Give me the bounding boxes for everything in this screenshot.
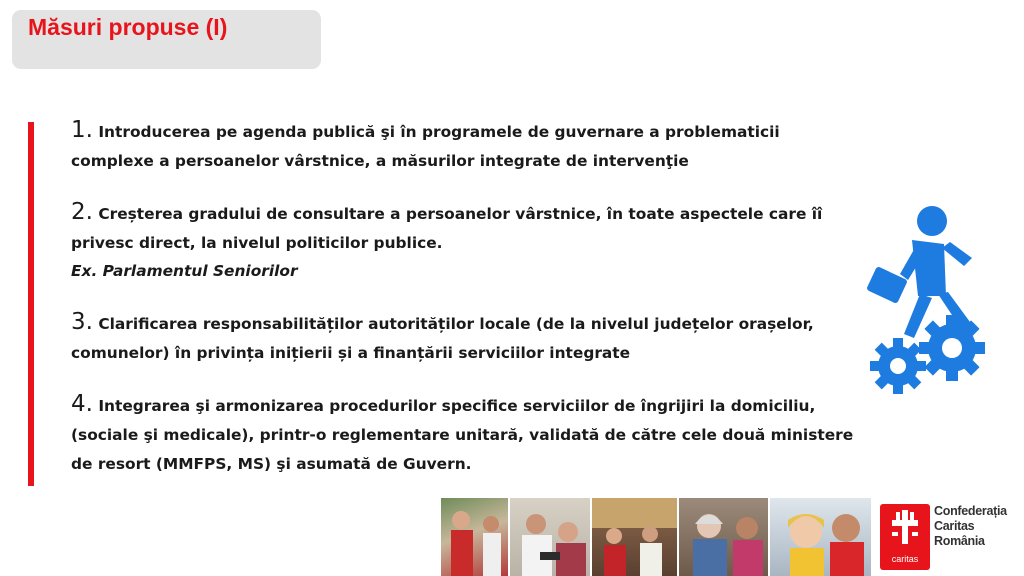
- person-climbing-gears-icon: [860, 200, 988, 398]
- measure-example: Ex. Parlamentul Seniorilor: [71, 262, 298, 280]
- measure-number: 2.: [71, 199, 93, 225]
- photo-blood-pressure: [510, 498, 589, 576]
- photo-volunteers: [441, 498, 508, 576]
- photo-elderly-care: [679, 498, 768, 576]
- logo-text: [934, 504, 1007, 549]
- measure-item-4: [71, 390, 861, 479]
- measure-text: Clarificarea responsabilităților autorităților locale (de la nivelul județelor orașelor, comunelor) în privința inițierii și a finanțării serviciilor integrate: [71, 315, 814, 362]
- measure-item-3: [71, 308, 861, 368]
- measure-number: 3.: [71, 309, 93, 335]
- measures-list: [71, 116, 861, 479]
- measure-item-1: [71, 116, 861, 176]
- photo-strip: [441, 498, 871, 576]
- measure-number: 1.: [71, 117, 93, 143]
- photo-child-nurse: [770, 498, 871, 576]
- photo-community-room: [592, 498, 677, 576]
- logo-line: Caritas: [934, 519, 975, 533]
- caritas-logo: [876, 502, 1024, 576]
- logo-line: Confederația: [934, 504, 1007, 518]
- logo-caption: caritas: [891, 554, 919, 564]
- measure-number: 4.: [71, 391, 93, 417]
- logo-line: România: [934, 534, 985, 548]
- slide-title: Măsuri propuse (I): [28, 14, 228, 40]
- measure-text: Introducerea pe agenda publică şi în programele de guvernare a problematicii complexe a persoanelor vârstnice, a măsurilor integrate de intervenţie: [71, 123, 780, 170]
- accent-bar: [28, 122, 34, 486]
- measure-item-2: [71, 198, 861, 286]
- measure-text: Integrarea şi armonizarea procedurilor specifice serviciilor de îngrijiri la domiciliu, (sociale şi medicale), printr-o reglementare unitară, validată de către cele două ministere de resort (MMFPS, MS) şi asumată de Guvern.: [71, 397, 854, 473]
- measure-text: Creșterea gradului de consultare a persoanelor vârstnice, în toate aspectele care îî privesc direct, la nivelul politicilor publice.: [71, 205, 823, 252]
